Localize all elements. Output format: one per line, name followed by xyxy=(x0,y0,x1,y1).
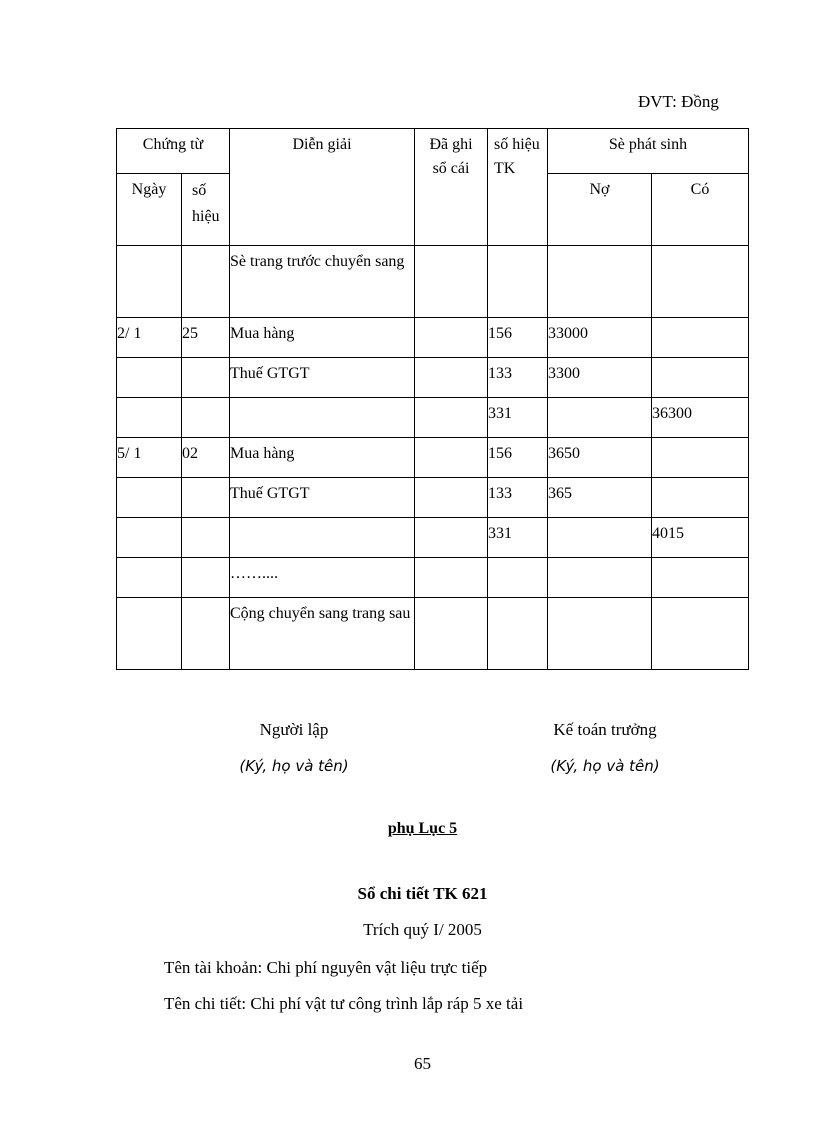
cell-date xyxy=(117,478,182,518)
cell-account: 133 xyxy=(488,478,548,518)
cell-date xyxy=(117,598,182,670)
appendix-heading: phụ Lục 5 xyxy=(387,820,458,837)
cell-credit xyxy=(652,358,749,398)
cell-debit: 3650 xyxy=(548,438,652,478)
cell-date xyxy=(117,358,182,398)
header-number-cell xyxy=(182,174,230,246)
cell-number xyxy=(182,518,230,558)
preparer-role: Người lập xyxy=(259,720,329,739)
header-amount: Sè phát sinh xyxy=(548,129,749,174)
header-description: Diễn giải xyxy=(230,129,415,246)
cell-number xyxy=(182,558,230,598)
cell-number xyxy=(182,246,230,318)
preparer-hint: (Ký, họ và tên) xyxy=(239,757,349,775)
cell-credit xyxy=(652,478,749,518)
cell-debit xyxy=(548,518,652,558)
table-row xyxy=(117,246,749,318)
cell-debit xyxy=(548,598,652,670)
chief-accountant-hint: (Ký, họ và tên) xyxy=(550,757,660,775)
cell-debit xyxy=(548,558,652,598)
cell-debit: 3300 xyxy=(548,358,652,398)
table-row xyxy=(117,438,749,478)
header-account: số hiệu TK xyxy=(494,136,540,177)
table-row xyxy=(117,358,749,398)
cell-credit xyxy=(652,246,749,318)
unit-label: ĐVT: Đồng xyxy=(638,92,719,111)
table-row xyxy=(117,478,749,518)
cell-description: Cộng chuyển sang trang sau xyxy=(230,598,415,670)
cell-date: 2/ 1 xyxy=(117,318,182,358)
cell-number xyxy=(182,358,230,398)
period-label: Trích quý I/ 2005 xyxy=(363,920,482,939)
table-row xyxy=(117,398,749,438)
page-number: 65 xyxy=(414,1054,431,1073)
cell-credit xyxy=(652,438,749,478)
cell-date xyxy=(117,398,182,438)
header-number: số hiệu xyxy=(192,182,220,225)
cell-description: Mua hàng xyxy=(230,318,415,358)
cell-account xyxy=(488,598,548,670)
cell-date xyxy=(117,518,182,558)
table-header-row xyxy=(117,129,749,174)
cell-posted xyxy=(415,358,488,398)
cell-debit: 365 xyxy=(548,478,652,518)
cell-number xyxy=(182,398,230,438)
table-row xyxy=(117,518,749,558)
cell-description: Thuế GTGT xyxy=(230,478,415,518)
cell-account: 331 xyxy=(488,518,548,558)
cell-posted xyxy=(415,438,488,478)
cell-description: …….... xyxy=(230,558,415,598)
cell-credit xyxy=(652,318,749,358)
cell-account xyxy=(488,558,548,598)
cell-account: 331 xyxy=(488,398,548,438)
cell-debit: 33000 xyxy=(548,318,652,358)
signature-preparer xyxy=(194,712,394,784)
header-credit: Có xyxy=(652,174,749,246)
ledger-title: Sổ chi tiết TK 621 xyxy=(357,884,488,903)
cell-number: 02 xyxy=(182,438,230,478)
header-posted: Đã ghi sổ cái xyxy=(429,136,473,177)
header-posted-cell xyxy=(415,129,488,246)
header-debit: Nợ xyxy=(548,174,652,246)
cell-description: Mua hàng xyxy=(230,438,415,478)
cell-posted xyxy=(415,246,488,318)
cell-account xyxy=(488,246,548,318)
header-date: Ngày xyxy=(117,174,182,246)
cell-date: 5/ 1 xyxy=(117,438,182,478)
cell-account: 156 xyxy=(488,438,548,478)
cell-account: 133 xyxy=(488,358,548,398)
header-voucher: Chứng từ xyxy=(117,129,230,174)
cell-account: 156 xyxy=(488,318,548,358)
cell-posted xyxy=(415,598,488,670)
cell-posted xyxy=(415,518,488,558)
cell-date xyxy=(117,246,182,318)
cell-description xyxy=(230,398,415,438)
table-row xyxy=(117,318,749,358)
cell-posted xyxy=(415,318,488,358)
cell-credit xyxy=(652,558,749,598)
cell-posted xyxy=(415,558,488,598)
cell-posted xyxy=(415,398,488,438)
cell-credit xyxy=(652,598,749,670)
cell-description: Thuế GTGT xyxy=(230,358,415,398)
detail-name: Tên chi tiết: Chi phí vật tư công trình lắp ráp 5 xe tải xyxy=(164,994,524,1013)
signature-chief-accountant xyxy=(505,712,705,784)
table-row xyxy=(117,558,749,598)
cell-description xyxy=(230,518,415,558)
cell-description: Sè trang trước chuyển sang xyxy=(230,246,415,318)
cell-number xyxy=(182,598,230,670)
cell-date xyxy=(117,558,182,598)
journal-table xyxy=(116,128,749,670)
cell-number: 25 xyxy=(182,318,230,358)
cell-number xyxy=(182,478,230,518)
account-name: Tên tài khoản: Chi phí nguyên vật liệu trực tiếp xyxy=(164,958,488,977)
table-row xyxy=(117,598,749,670)
cell-debit xyxy=(548,246,652,318)
cell-posted xyxy=(415,478,488,518)
chief-accountant-role: Kế toán trưởng xyxy=(553,720,657,739)
header-account-cell xyxy=(488,129,548,246)
cell-credit: 4015 xyxy=(652,518,749,558)
cell-credit: 36300 xyxy=(652,398,749,438)
cell-debit xyxy=(548,398,652,438)
